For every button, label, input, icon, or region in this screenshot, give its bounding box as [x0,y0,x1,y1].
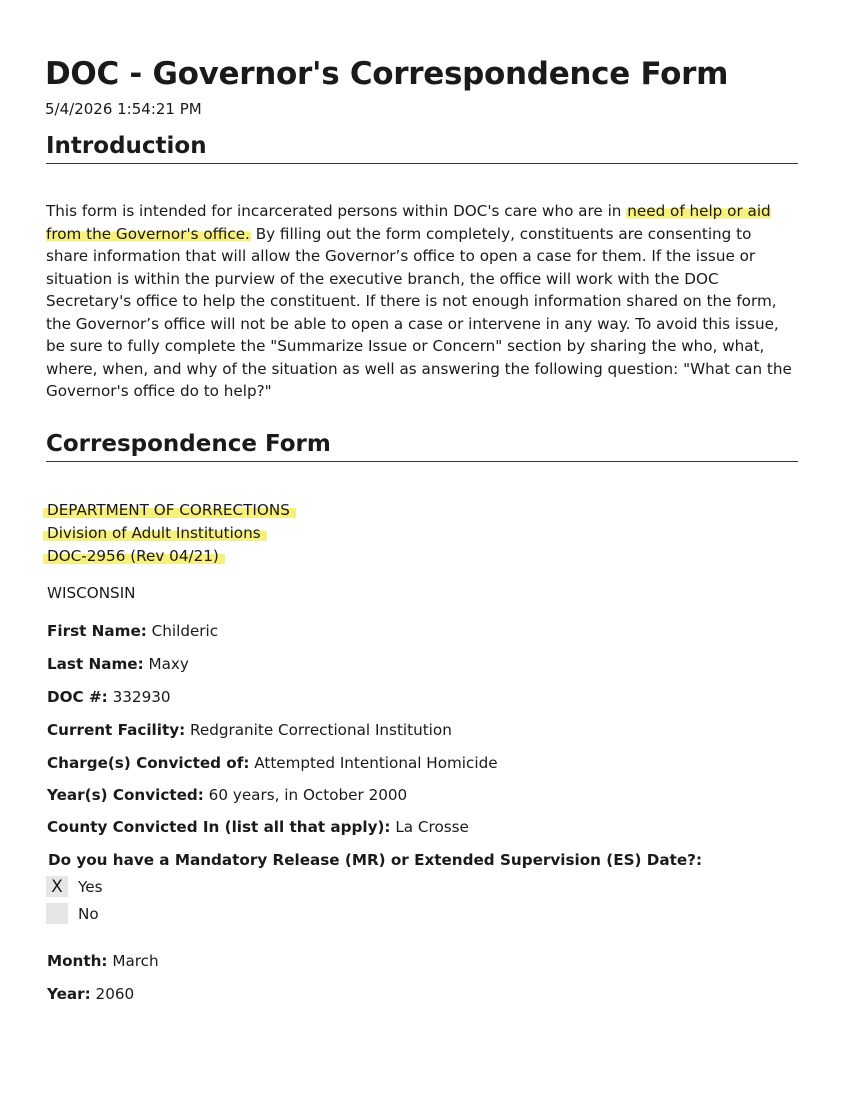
field-value: March [107,952,159,970]
field-value: 60 years, in October 2000 [203,786,408,804]
field-label: Charge(s) Convicted of: [47,754,250,772]
field-label: First Name: [47,622,147,640]
division-name: Division of Adult Institutions [43,524,267,542]
intro-text-start: This form is intended for incarcerated persons within DOC's care who are in [46,202,627,220]
field-label: Year(s) Convicted: [47,786,204,804]
field-label: Current Facility: [47,721,186,739]
yes-label: Yes [78,877,103,896]
mr-es-question: Do you have a Mandatory Release (MR) or Extended Supervision (ES) Date?: [48,851,703,869]
field-label: Last Name: [47,655,144,673]
intro-text-rest: By filling out the form completely, constituents are consenting to share information that will allow the Governor’s office to open a case for them. If the issue or situation is within the purview of the executive branch, the office will work with the DOC Secretary's office to help the constituent. If there is not enough information shared on the form, the Governor’s office will not be able to open a case or intervene in any way. To avoid this issue, be sure to fully complete the "Summarize Issue or Concern" section by sharing the who, what, where, when, and why of the situation as well as answering the following question: "What can the Governor's office do to help?" [46,224,792,400]
department-name: DEPARTMENT OF CORRECTIONS [43,501,296,519]
form-title: DOC - Governor's Correspondence Form [45,56,729,92]
field-value: 2060 [90,985,135,1003]
field-value: Redgranite Correctional Institution [185,721,452,739]
first-name-field [47,622,218,640]
last-name-field [47,655,189,673]
field-value: 332930 [107,688,171,706]
field-label: DOC #: [47,688,108,706]
intro-highlight: need of help or aid from the Governor's office. [46,202,771,243]
field-value: Maxy [143,655,189,673]
form-number: DOC-2956 (Rev 04/21) [43,547,225,565]
department-header [47,499,296,568]
option-yes[interactable] [46,876,103,897]
field-label: Month: [47,952,108,970]
no-label: No [78,904,99,923]
field-value: Childeric [146,622,219,640]
yes-checkbox[interactable]: X [46,876,68,897]
introduction-heading: Introduction [46,133,798,164]
field-value: La Crosse [390,818,469,836]
doc-number-field [47,688,171,706]
timestamp: 5/4/2026 1:54:21 PM [45,100,202,118]
month-field [47,952,159,970]
current-facility-field [47,721,452,739]
charges-field [47,754,498,772]
no-checkbox[interactable] [46,903,68,924]
field-value: Attempted Intentional Homicide [249,754,498,772]
field-label: County Convicted In (list all that apply): [47,818,391,836]
years-convicted-field [47,786,407,804]
state-name: WISCONSIN [47,584,136,602]
county-field [47,818,469,836]
introduction-paragraph [46,200,798,403]
field-label: Year: [47,985,91,1003]
correspondence-form-heading: Correspondence Form [46,431,798,462]
option-no[interactable] [46,903,99,924]
year-field [47,985,134,1003]
